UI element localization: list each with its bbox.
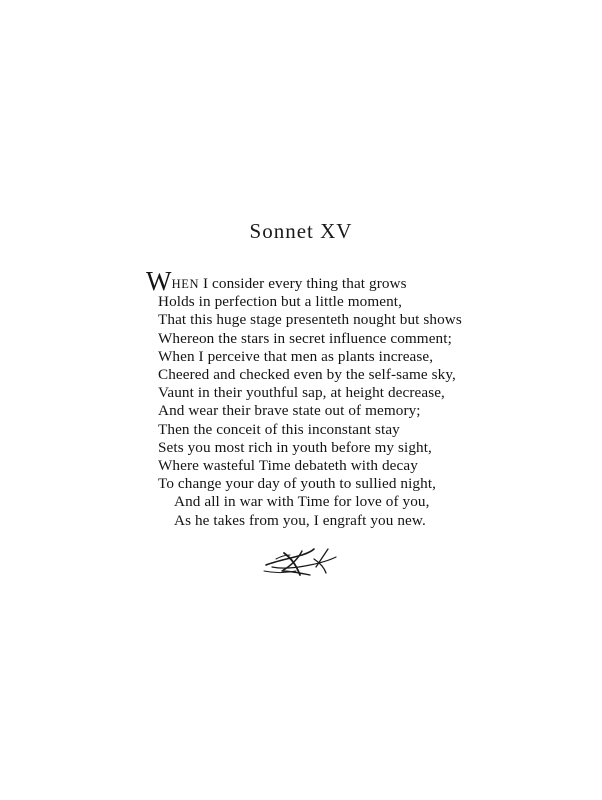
poem-line: And wear their brave state out of memory; <box>158 402 421 420</box>
sonnet-body <box>146 266 586 530</box>
poem-line: Vaunt in their youthful sap, at height decrease, <box>158 384 445 402</box>
poem-line: Holds in perfection but a little moment, <box>158 293 402 311</box>
poem-line: Sets you most rich in youth before my sight, <box>158 438 432 456</box>
first-line-text: I consider every thing that grows <box>199 275 407 292</box>
poem-line-1 <box>146 266 586 296</box>
poem-line: Cheered and checked even by the self-same sky, <box>158 366 456 384</box>
poem-line: Whereon the stars in secret influence comment; <box>158 329 452 347</box>
calligraphic-flourish-icon <box>262 545 340 581</box>
drop-cap: W <box>146 266 172 296</box>
couplet-line: And all in war with Time for love of you, <box>174 493 430 511</box>
poem-line: When I perceive that men as plants increase, <box>158 347 434 365</box>
poem-line: Then the conceit of this inconstant stay <box>158 420 400 438</box>
poem-line: That this huge stage presenteth nought but shows <box>158 311 462 329</box>
poem-line: Where wasteful Time debateth with decay <box>158 457 418 475</box>
poem-line: To change your day of youth to sullied night, <box>158 475 437 493</box>
small-caps-word: HEN <box>171 277 200 291</box>
couplet-line: As he takes from you, I engraft you new. <box>174 511 426 529</box>
page-title: Sonnet XV <box>249 219 353 243</box>
